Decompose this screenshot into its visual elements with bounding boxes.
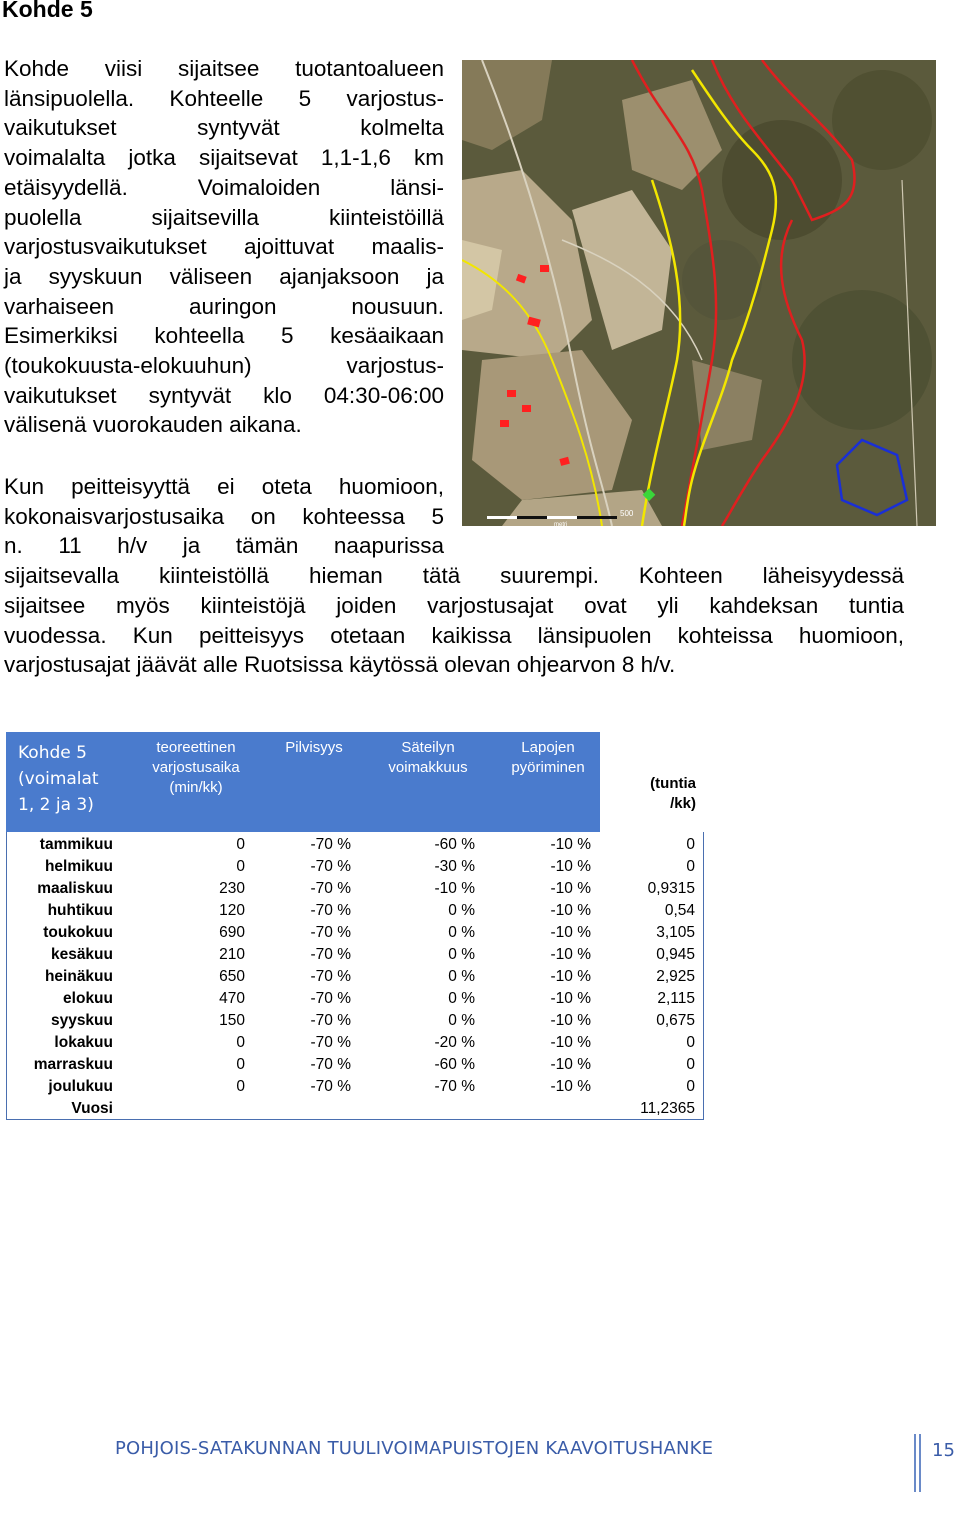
header-rotation — [492, 738, 604, 778]
text-line: varjostusvaikutukset ajoittuvat maalis- — [4, 234, 444, 260]
header-line: teoreettinen — [156, 739, 236, 756]
header-line: pyöriminen — [511, 759, 585, 776]
table-cell-month: helmikuu — [44, 858, 113, 875]
table-cell-lap: -10 % — [550, 946, 591, 963]
table-cell-sat: 0 % — [448, 990, 475, 1007]
intro-paragraph — [4, 54, 444, 440]
table-cell-teo: 0 — [236, 1034, 245, 1051]
table-cell-teo: 690 — [219, 924, 245, 941]
text-line: sijaitsevalla kiinteistöllä hieman tätä suurempi. Kohteen läheisyydessä — [4, 563, 904, 589]
table-cell-month: lokakuu — [54, 1034, 113, 1051]
page-heading: Kohde 5 — [2, 0, 93, 22]
text-line: n. 11 h/v ja tämän naapurissa — [4, 533, 444, 559]
table-cell-teo: 120 — [219, 902, 245, 919]
table-cell-teo: 210 — [219, 946, 245, 963]
total-label: Vuosi — [71, 1100, 113, 1117]
text-line: voimalalta jotka sijaitsevat 1,1-1,6 km — [4, 145, 444, 171]
table-cell-month: toukokuu — [43, 924, 113, 941]
text-line: Esimerkiksi kohteella 5 kesäaikaan — [4, 323, 444, 349]
header-line: Kohde 5 — [18, 743, 87, 763]
text-line: ja syyskuun väliseen ajanjaksoon ja — [4, 263, 444, 289]
table-row — [7, 922, 703, 944]
table-cell-lap: -10 % — [550, 1012, 591, 1029]
table-row — [7, 944, 703, 966]
table-cell-sat: 0 % — [448, 902, 475, 919]
table-cell-pil: -70 % — [310, 836, 351, 853]
table-cell-teo: 230 — [219, 880, 245, 897]
table-cell-month: huhtikuu — [47, 902, 113, 919]
table-row — [7, 1032, 703, 1054]
header-line: voimakkuus — [388, 759, 468, 776]
header-theoretical — [134, 738, 258, 798]
table-cell-real: 0,675 — [656, 1012, 695, 1029]
table-cell-real: 0 — [686, 1056, 695, 1073]
text-line: varhaiseen auringon nousuun. — [4, 293, 444, 319]
table-cell-sat: -60 % — [434, 836, 475, 853]
table-cell-pil: -70 % — [310, 990, 351, 1007]
table-cell-month: maaliskuu — [37, 880, 113, 897]
table-cell-real: 0,54 — [664, 902, 695, 919]
table-row — [7, 834, 703, 856]
table-cell-pil: -70 % — [310, 946, 351, 963]
text-line: kokonaisvarjostusaika on kohteessa 5 — [4, 503, 444, 529]
text-line: varjostusajat jäävät alle Ruotsissa käytössä olevan ohjearvon 8 h/v. — [4, 652, 676, 678]
table-row — [7, 900, 703, 922]
table-cell-real: 0 — [686, 1034, 695, 1051]
header-line: (voimalat — [18, 769, 99, 789]
table-row — [7, 966, 703, 988]
table-cell-teo: 0 — [236, 858, 245, 875]
table-row — [7, 988, 703, 1010]
header-target — [18, 740, 99, 818]
table-cell-sat: -70 % — [434, 1078, 475, 1095]
header-line: /kk) — [670, 795, 696, 812]
aerial-map-graphic — [462, 60, 936, 526]
table-cell-month: tammikuu — [39, 836, 113, 853]
text-line: länsipuolella. Kohteelle 5 varjostus- — [4, 85, 444, 111]
text-line: vaikutukset syntyvät klo 04:30-06:00 — [4, 382, 444, 408]
header-cloudiness: Pilvisyys — [285, 739, 343, 756]
table-row — [7, 878, 703, 900]
table-cell-sat: -30 % — [434, 858, 475, 875]
table-cell-lap: -10 % — [550, 880, 591, 897]
text-line: puolella sijaitsevilla kiinteistöillä — [4, 204, 444, 230]
footer-project-title: POHJOIS-SATAKUNNAN TUULIVOIMAPUISTOJEN KAAVOITUSHANKE — [115, 1438, 714, 1459]
table-cell-real: 3,105 — [656, 924, 695, 941]
text-line: Kohde viisi sijaitsee tuotantoalueen — [4, 56, 444, 81]
table-cell-month: elokuu — [63, 990, 113, 1007]
table-row — [7, 1010, 703, 1032]
table-cell-real: 0 — [686, 858, 695, 875]
table-cell-pil: -70 % — [310, 1012, 351, 1029]
table-cell-lap: -10 % — [550, 836, 591, 853]
table-cell-sat: 0 % — [448, 924, 475, 941]
table-cell-sat: -60 % — [434, 1056, 475, 1073]
text-line: välisenä vuorokauden aikana. — [4, 412, 302, 438]
header-line: (tuntia — [650, 775, 696, 792]
table-row — [7, 856, 703, 878]
table-cell-teo: 470 — [219, 990, 245, 1007]
table-cell-pil: -70 % — [310, 1078, 351, 1095]
table-cell-teo: 150 — [219, 1012, 245, 1029]
text-line: sijaitsee myös kiinteistöjä joiden varjostusajat ovat yli kahdeksan tuntia — [4, 592, 904, 618]
table-cell-month: syyskuu — [50, 1012, 113, 1029]
scale-unit: metri — [554, 522, 568, 526]
table-cell-pil: -70 % — [310, 902, 351, 919]
table-cell-real: 2,115 — [657, 990, 695, 1007]
table-cell-teo: 650 — [219, 968, 245, 985]
header-realcase: Real-case — [628, 739, 696, 756]
text-line: Kun peitteisyyttä ei oteta huomioon, — [4, 474, 444, 499]
table-cell-lap: -10 % — [550, 1056, 591, 1073]
total-value: 11,2365 — [640, 1100, 695, 1117]
table-cell-pil: -70 % — [310, 1056, 351, 1073]
table-row — [7, 1054, 703, 1076]
table-cell-month: marraskuu — [33, 1056, 113, 1073]
table-cell-lap: -10 % — [550, 968, 591, 985]
table-row — [7, 1076, 703, 1098]
table-cell-teo: 0 — [236, 1056, 245, 1073]
aerial-map — [462, 60, 936, 526]
table-cell-pil: -70 % — [310, 924, 351, 941]
text-line: vaikutukset syntyvät kolmelta — [4, 115, 444, 141]
header-line: Lapojen — [521, 739, 575, 756]
table-cell-real: 0,9315 — [647, 880, 695, 897]
table-cell-sat: 0 % — [448, 1012, 475, 1029]
header-realcase-unit — [606, 774, 696, 814]
table-cell-pil: -70 % — [310, 1034, 351, 1051]
table-body — [6, 832, 704, 1120]
table-header — [6, 732, 704, 832]
table-cell-teo: 0 — [236, 836, 245, 853]
table-cell-real: 0,945 — [656, 946, 695, 963]
table-cell-month: heinäkuu — [44, 968, 113, 985]
table-cell-lap: -10 % — [550, 924, 591, 941]
text-line: vuodessa. Kun peitteisyys otetaan kaikissa länsipuolen kohteissa huomioon, — [4, 622, 904, 648]
header-line: 1, 2 ja 3) — [18, 795, 94, 815]
table-cell-sat: 0 % — [448, 946, 475, 963]
table-cell-month: joulukuu — [48, 1078, 113, 1095]
header-line: varjostusaika — [152, 759, 240, 776]
table-cell-sat: -20 % — [434, 1034, 475, 1051]
scale-label: 500 — [620, 509, 634, 518]
table-cell-real: 0 — [686, 1078, 695, 1095]
page-number: 15 — [932, 1440, 955, 1461]
header-line: (min/kk) — [169, 779, 223, 796]
table-cell-real: 2,925 — [656, 968, 695, 985]
header-line: Säteilyn — [401, 739, 455, 756]
table-cell-pil: -70 % — [310, 858, 351, 875]
header-radiation — [372, 738, 484, 778]
text-line: (toukokuusta-elokuuhun) varjostus- — [4, 353, 444, 379]
table-cell-lap: -10 % — [550, 902, 591, 919]
table-cell-lap: -10 % — [550, 1078, 591, 1095]
table-total-row — [7, 1098, 703, 1120]
table-cell-real: 0 — [686, 836, 695, 853]
table-cell-lap: -10 % — [550, 1034, 591, 1051]
table-cell-month: kesäkuu — [50, 946, 113, 963]
table-cell-teo: 0 — [236, 1078, 245, 1095]
table-cell-lap: -10 % — [550, 990, 591, 1007]
footer-divider — [914, 1434, 926, 1492]
text-line: etäisyydellä. Voimaloiden länsi- — [4, 174, 444, 200]
table-cell-pil: -70 % — [310, 880, 351, 897]
table-cell-pil: -70 % — [310, 968, 351, 985]
table-cell-sat: -10 % — [434, 880, 475, 897]
table-cell-lap: -10 % — [550, 858, 591, 875]
table-cell-sat: 0 % — [448, 968, 475, 985]
